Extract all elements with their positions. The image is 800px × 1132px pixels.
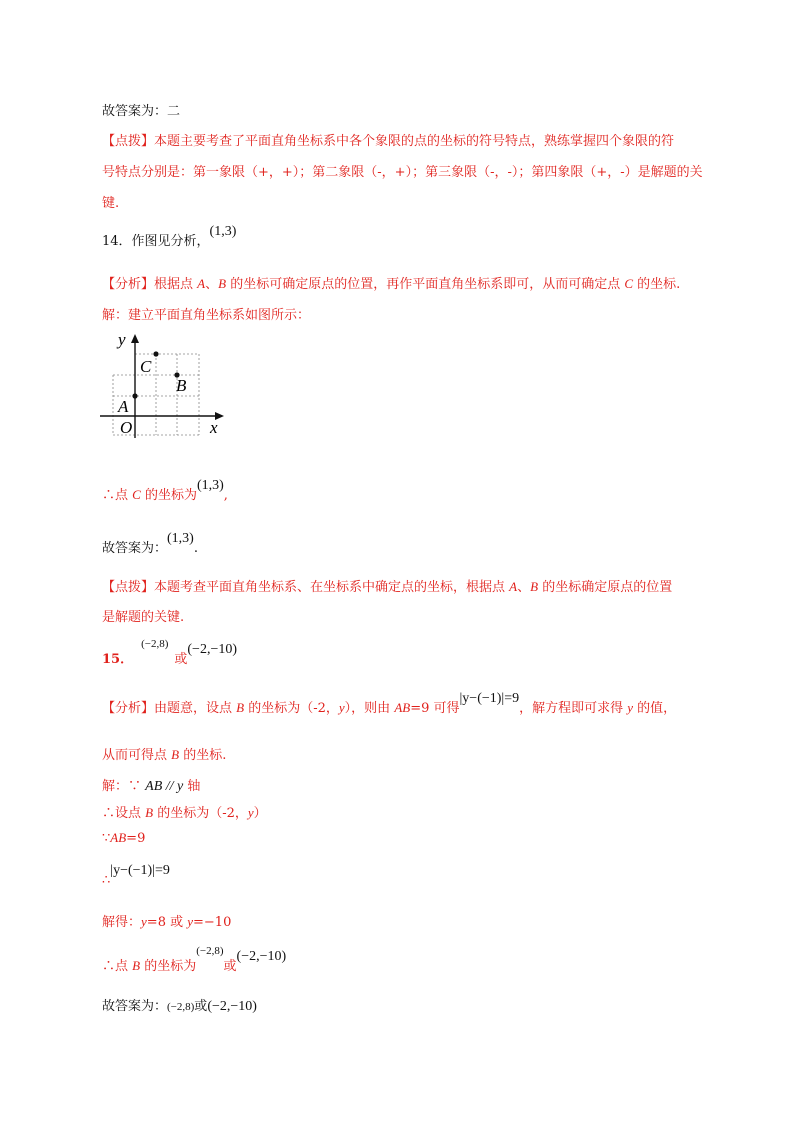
y-axis-arrow-icon (131, 334, 139, 343)
text: =9 (126, 831, 146, 846)
hint-14-line2 (102, 606, 184, 625)
text: 的值， (633, 701, 677, 716)
point-a (132, 393, 137, 398)
var-ab: AB (394, 700, 411, 715)
var-y: y (338, 700, 345, 715)
solution-14-intro (102, 304, 310, 323)
text: 、 (205, 277, 219, 292)
text: ∵ (102, 831, 111, 846)
text: 是解题的关键. (102, 610, 185, 625)
text: 的坐标确定原点的位置 (538, 580, 673, 595)
hint-14-line1 (102, 576, 672, 595)
var-c: C (132, 487, 141, 502)
text: ） (253, 806, 267, 821)
text: 解：建立平面直角坐标系如图所示： (102, 308, 311, 323)
text: 解：∵ (102, 779, 146, 794)
question-number: 15． (102, 652, 134, 667)
point-a-label: A (118, 397, 129, 416)
text: , (223, 488, 228, 503)
math-expression: (−2,−10) (207, 999, 257, 1014)
hint-paragraph-13-line2 (102, 161, 703, 180)
var-b: B (132, 958, 141, 973)
text: 【分析】由题意，设点 (102, 701, 237, 716)
question-14-answer (102, 224, 237, 250)
text: 的坐标为（-2， (244, 701, 339, 716)
var-b: B (236, 700, 245, 715)
text: 的坐标. (179, 748, 227, 763)
math-expression: (1,3) (209, 224, 237, 239)
conclusion-14 (102, 478, 228, 504)
hint-text: 【点拨】本题主要考查了平面直角坐标系中各个象限的点的坐标的符号特点，熟练掌握四个象限的符 (102, 134, 675, 149)
math-expression: (−2,8) (196, 945, 224, 957)
solution-15-line1 (102, 775, 200, 795)
math-expression: (−2,−10) (187, 642, 238, 657)
text: =8 或 (146, 915, 188, 930)
text: 故答案为： (102, 999, 168, 1014)
var-y: y (141, 914, 147, 929)
math-expression: (−2,−10) (236, 949, 287, 964)
var-b: B (171, 747, 180, 762)
text: =−10 (193, 915, 232, 930)
origin-label: O (120, 418, 133, 437)
question-number: 14．作图见分析， (102, 234, 210, 249)
text: 【点拨】本题考查平面直角坐标系、在坐标系中确定点的坐标，根据点 (102, 580, 510, 595)
text: 、 (517, 580, 531, 595)
math-expression: |y−(−1)|=9 (459, 691, 520, 706)
var-y: y (627, 700, 634, 715)
text: 或 (174, 652, 188, 667)
analysis-15-line1 (102, 691, 677, 717)
point-b-label: B (176, 376, 187, 395)
text: 的坐标可确定原点的位置，再作平面直角坐标系即可，从而可确定点 (226, 277, 625, 292)
text: . (193, 541, 198, 556)
question-15-answer (102, 638, 238, 668)
var-y: y (247, 805, 254, 820)
y-axis-label: y (118, 330, 126, 349)
var-ab: AB (110, 830, 127, 845)
hint-paragraph-13-line1 (102, 130, 674, 149)
text: ∴点 (102, 959, 133, 974)
solution-15-line5 (102, 911, 231, 930)
answer-14 (102, 531, 198, 557)
math-expression: AB // y (145, 779, 184, 794)
var-c: C (624, 276, 633, 291)
point-c-label: C (140, 357, 152, 376)
text: 解得： (102, 915, 142, 930)
text: 的坐标为 (140, 959, 197, 974)
var-b: B (218, 276, 227, 291)
text: ），则由 (344, 701, 395, 716)
math-expression: (−2,8) (141, 638, 169, 650)
solution-15-line6 (102, 945, 287, 975)
analysis-15-line2 (102, 744, 226, 763)
text: 或 (194, 999, 208, 1014)
solution-15-line4 (102, 863, 170, 888)
text: 轴 (183, 779, 201, 794)
text: 的坐标为（-2， (153, 806, 248, 821)
text: 的坐标. (633, 277, 681, 292)
text: ∴设点 (102, 806, 146, 821)
text: 从而可得点 (102, 748, 172, 763)
coordinate-figure (98, 330, 228, 442)
point-c (153, 351, 158, 356)
math-expression: (1,3) (167, 531, 194, 546)
math-expression: (−2,8) (167, 1001, 195, 1013)
math-expression: |y−(−1)|=9 (110, 863, 170, 878)
hint-paragraph-13-line3 (102, 192, 119, 211)
answer-15 (102, 995, 257, 1015)
text: ∴ (102, 873, 111, 888)
answer-line-13 (102, 100, 180, 119)
hint-text: 键. (102, 196, 120, 211)
var-a: A (197, 276, 206, 291)
hint-text: 号特点分别是：第一象限（+，+）；第二象限（-，+）；第三象限（-，-）；第四象限（+，-）是解题的关 (102, 165, 703, 180)
var-b: B (145, 805, 154, 820)
text: 故答案为： (102, 541, 168, 556)
var-b: B (530, 579, 539, 594)
var-a: A (509, 579, 518, 594)
math-expression: (1,3) (196, 478, 224, 493)
x-axis-label: x (210, 418, 218, 437)
var-y: y (187, 914, 194, 929)
text: 的坐标为 (140, 488, 197, 503)
text: 【分析】根据点 (102, 277, 198, 292)
text: ∴点 (102, 488, 133, 503)
text: =9 可得 (410, 701, 460, 716)
solution-15-line3 (102, 830, 145, 846)
text: ，解方程即可求得 (519, 701, 628, 716)
analysis-14 (102, 273, 680, 292)
solution-15-line2 (102, 802, 267, 821)
answer-text: 故答案为：二 (102, 104, 181, 119)
text: 或 (223, 959, 237, 974)
